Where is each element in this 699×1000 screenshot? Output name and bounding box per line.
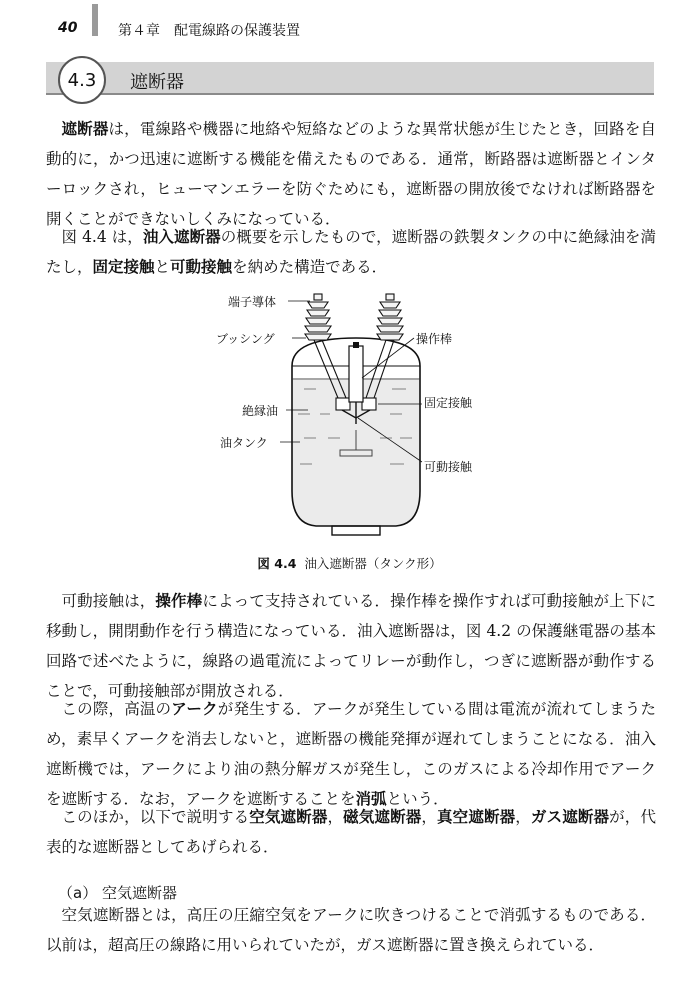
text-run: このほか，以下で説明する: [61, 808, 250, 826]
label-terminal-conductor: 端子導体: [228, 295, 277, 309]
figure-caption: [0, 554, 699, 572]
key-term: 消弧: [355, 790, 387, 808]
label-movable-contact: 可動接触: [424, 460, 473, 474]
label-oil-tank: 油タンク: [220, 436, 268, 450]
key-term: 可動接触: [170, 258, 233, 276]
text-run: と: [154, 258, 171, 276]
header-divider: [92, 4, 98, 36]
text-run: ，: [421, 808, 438, 826]
section-number: 4.3: [58, 56, 106, 104]
subsection-label: （a）: [58, 884, 98, 902]
subsection-title: 空気遮断器: [101, 884, 177, 902]
key-term: 遮断器: [61, 120, 109, 138]
oil-circuit-breaker-diagram: [200, 286, 500, 546]
text-run: ，: [327, 808, 344, 826]
key-term: アーク: [171, 700, 218, 718]
key-term: ガス遮断器: [530, 808, 610, 826]
label-fixed-contact: 固定接触: [424, 396, 473, 410]
text-run: を納めた構造である．: [232, 258, 388, 276]
text-run: 図 4.4 は，: [61, 228, 143, 246]
paragraph: [46, 694, 656, 814]
label-insulating-oil: 絶縁油: [242, 404, 279, 418]
key-term: 磁気遮断器: [343, 808, 422, 826]
text-run: が，代表的な遮断器としてあげられる．: [46, 808, 656, 856]
text-run: の概要を示したもので，遮断器の鉄製タンクの中に絶縁油を満たし，: [46, 228, 656, 276]
figure-caption-text: 油入遮断器（タンク形）: [304, 556, 442, 571]
page-number: 40: [58, 20, 78, 36]
text-run: が発生する．アークが発生している間は電流が流れてしまうため，素早くアークを消去しないと，遮断器の機能発揮が遅れてしまうことになる．油入遮断機では，アークにより油の熱分解ガスが発生し，このガスによる冷却作用でアークを遮断する．なお，アークを遮断することを: [46, 700, 656, 808]
paragraph: [46, 586, 656, 706]
paragraph: [46, 802, 656, 862]
key-term: 油入遮断器: [142, 228, 221, 246]
paragraph: [46, 900, 656, 960]
text-run: ，: [515, 808, 531, 826]
key-term: 空気遮断器: [249, 808, 328, 826]
label-bushing: ブッシング: [216, 332, 275, 346]
figure-number: 図 4.4: [257, 556, 297, 571]
key-term: 真空遮断器: [437, 808, 516, 826]
text-run: 可動接触は，: [61, 592, 156, 610]
chapter-title: 第４章 配電線路の保護装置: [118, 23, 300, 39]
text-run: という．: [386, 790, 449, 808]
key-term: 操作棒: [155, 592, 203, 610]
text-run: は，電線路や機器に地絡や短絡などのような異常状態が生じたとき，回路を自動的に，かつ迅速に遮断する機能を備えたものである．通常，断路器は遮断器とインターロックされ，ヒューマンエラーを防ぐためにも，遮断器の開放後でなければ断路器を開くことができないしくみになっている．: [46, 120, 656, 228]
key-term: 固定接触: [92, 258, 155, 276]
label-operating-rod: 操作棒: [416, 332, 453, 346]
text-run: によって支持されている．操作棒を操作すれば可動接触が上下に移動し，開閉動作を行う構造になっている．油入遮断器は，図 4.2 の保護継電器の基本回路で述べたように，線路の過電流によってリレーが動作し，つぎに遮断器が動作することで，可動接触部が開放される．: [46, 592, 656, 700]
paragraph: [46, 114, 656, 234]
section-title: 遮断器: [130, 72, 184, 93]
text-run: この際，高温の: [61, 700, 172, 718]
text-run: 空気遮断器とは，高圧の圧縮空気をアークに吹きつけることで消弧するものである．以前は，超高圧の線路に用いられていたが，ガス遮断器に置き換えられている．: [46, 906, 656, 954]
paragraph: [46, 222, 656, 282]
